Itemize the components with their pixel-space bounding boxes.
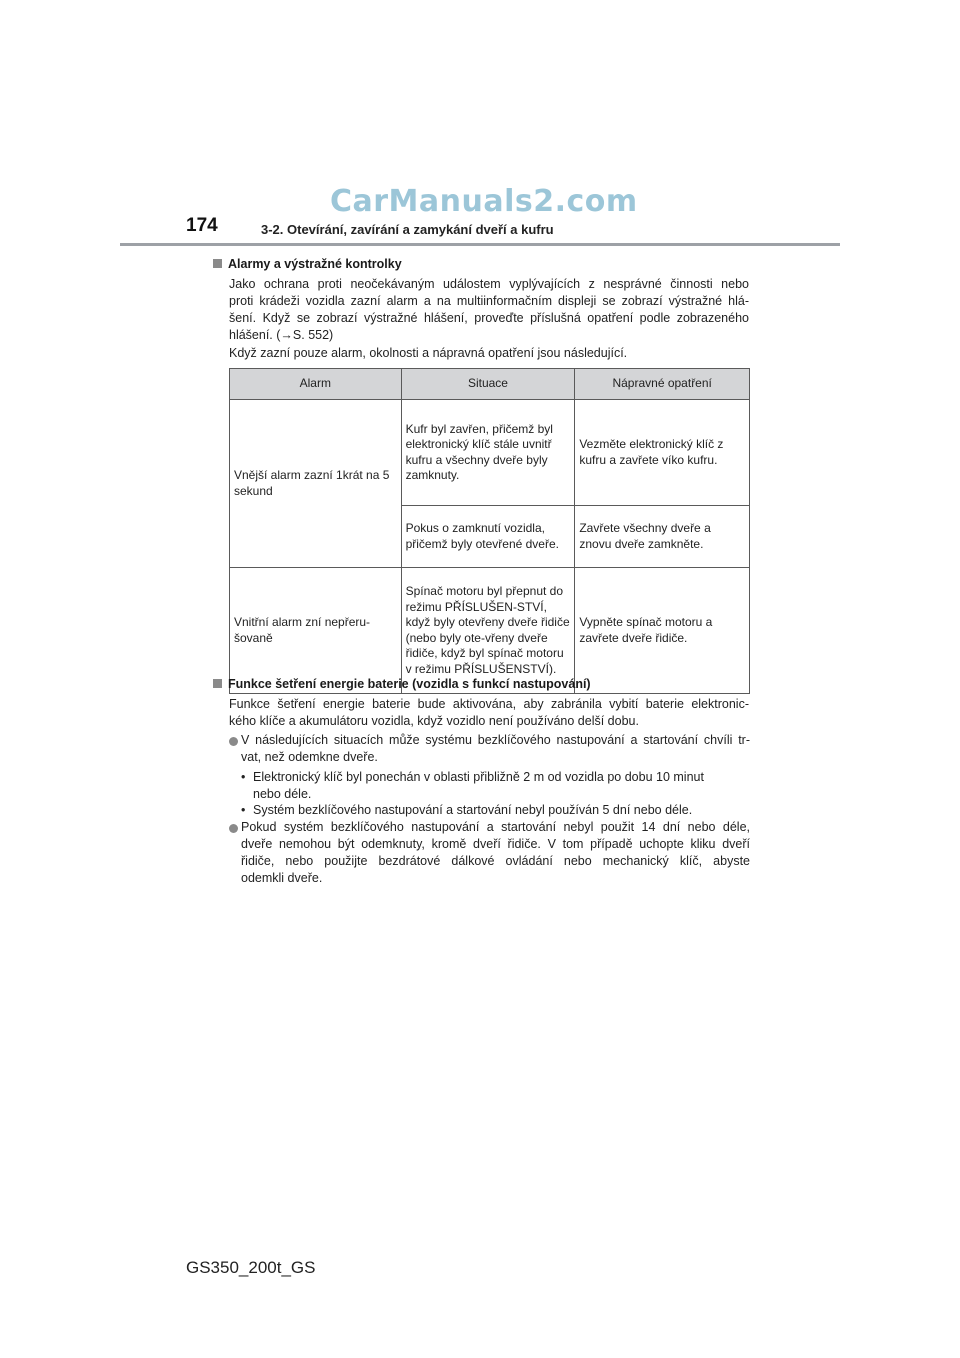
table-header-row <box>230 369 750 400</box>
situation-cell: Pokus o zamknutí vozidla, přičemž byly otevřené dveře. <box>401 506 575 568</box>
round-bullet-icon <box>229 737 238 746</box>
page-number: 174 <box>186 215 218 236</box>
text-line: kého klíče a akumulátoru vozidla, když vozidlo není používáno delší dobu. <box>229 714 639 728</box>
alarms-heading <box>213 257 402 271</box>
text-line: Jako ochrana proti neočekávaným událostem vyplývajících z nesprávné činnosti nebo <box>229 277 749 291</box>
text-line: V následujících situacích může systému bezklíčového nastupování a startování chvíli tr- <box>241 733 750 747</box>
sub-item <box>253 769 750 803</box>
square-bullet-icon <box>213 679 222 688</box>
text-line: šení. Když se zobrazí výstražné hlášení, proveďte příslušná opatření podle zobrazeného <box>229 311 749 325</box>
text-line: nebo déle. <box>253 787 312 801</box>
alarms-paragraph <box>229 276 749 344</box>
remedy-cell: Vezměte elektronický klíč z kufru a zavřete víko kufru. <box>575 400 750 506</box>
watermark: CarManuals2.com <box>330 184 638 219</box>
remedy-cell: Zavřete všechny dveře a znovu dveře zamkněte. <box>575 506 750 568</box>
alarms-heading-text: Alarmy a výstražné kontrolky <box>228 257 402 271</box>
battery-paragraph <box>229 696 749 730</box>
text-line: Systém bezklíčového nastupování a startování nebyl používán 5 dní nebo déle. <box>253 803 693 817</box>
square-bullet-icon <box>213 259 222 268</box>
text-line: hlášení. (→S. 552) <box>229 328 334 342</box>
alarms-intro: Když zazní pouze alarm, okolnosti a nápravná opatření jsou následující. <box>229 346 628 360</box>
round-bullet-icon <box>229 824 238 833</box>
situation-cell: Kufr byl zavřen, přičemž byl elektronický klíč stále uvnitř kufru a všechny dveře byly zamknuty. <box>401 400 575 506</box>
model-code: GS350_200t_GS <box>186 1258 316 1277</box>
text-line: Pokud systém bezklíčového nastupování a startování nebyl použit 14 dní nebo déle, <box>241 820 750 834</box>
situation-cell: Spínač motoru byl přepnut do režimu PŘÍSLUŠEN-STVÍ, když byly otevřeny dveře řidiče (nebo byly ote-vřeny dveře řidiče, když byl spínač motoru v režimu PŘÍSLUŠENSTVÍ). <box>401 568 575 694</box>
bullet-item <box>241 819 750 887</box>
alarm-table <box>229 368 750 694</box>
sub-bullet-marker: • <box>241 803 246 817</box>
text-line: řidiče, nebo použijte bezdrátové dálkové ovládání nebo mechanický klíč, abyste <box>241 854 750 868</box>
column-header-alarm: Alarm <box>230 369 402 400</box>
sub-bullet-marker: • <box>241 770 246 784</box>
text-line: Funkce šetření energie baterie bude aktivována, aby zabránila vybití baterie elektronic- <box>229 697 749 711</box>
text-line: vat, než odemkne dveře. <box>241 750 378 764</box>
battery-heading-text: Funkce šetření energie baterie (vozidla s funkcí nastupování) <box>228 677 591 691</box>
table-row <box>230 568 750 694</box>
column-header-remedy: Nápravné opatření <box>575 369 750 400</box>
column-header-situation: Situace <box>401 369 575 400</box>
text-line: proti krádeži vozidla zazní alarm a na multiinformačním displeji se zobrazí výstražné hlá- <box>229 294 749 308</box>
battery-heading <box>213 677 591 691</box>
alarm-cell: Vnější alarm zazní 1krát na 5 sekund <box>230 400 402 568</box>
alarm-cell: Vnitřní alarm zní nepřeru-šovaně <box>230 568 402 694</box>
header-divider <box>120 243 840 246</box>
text-line: Elektronický klíč byl ponechán v oblasti přibližně 2 m od vozidla po dobu 10 minut <box>253 770 704 784</box>
remedy-cell: Vypněte spínač motoru a zavřete dveře řidiče. <box>575 568 750 694</box>
section-title: 3-2. Otevírání, zavírání a zamykání dveří a kufru <box>261 222 554 237</box>
table-row <box>230 400 750 506</box>
sub-item <box>253 802 750 819</box>
text-line: odemkli dveře. <box>241 871 323 885</box>
bullet-item <box>241 732 750 766</box>
text-line: dveře nemohou být odemknuty, kromě dveří řidiče. V tom případě uchopte kliku dveří <box>241 837 750 851</box>
